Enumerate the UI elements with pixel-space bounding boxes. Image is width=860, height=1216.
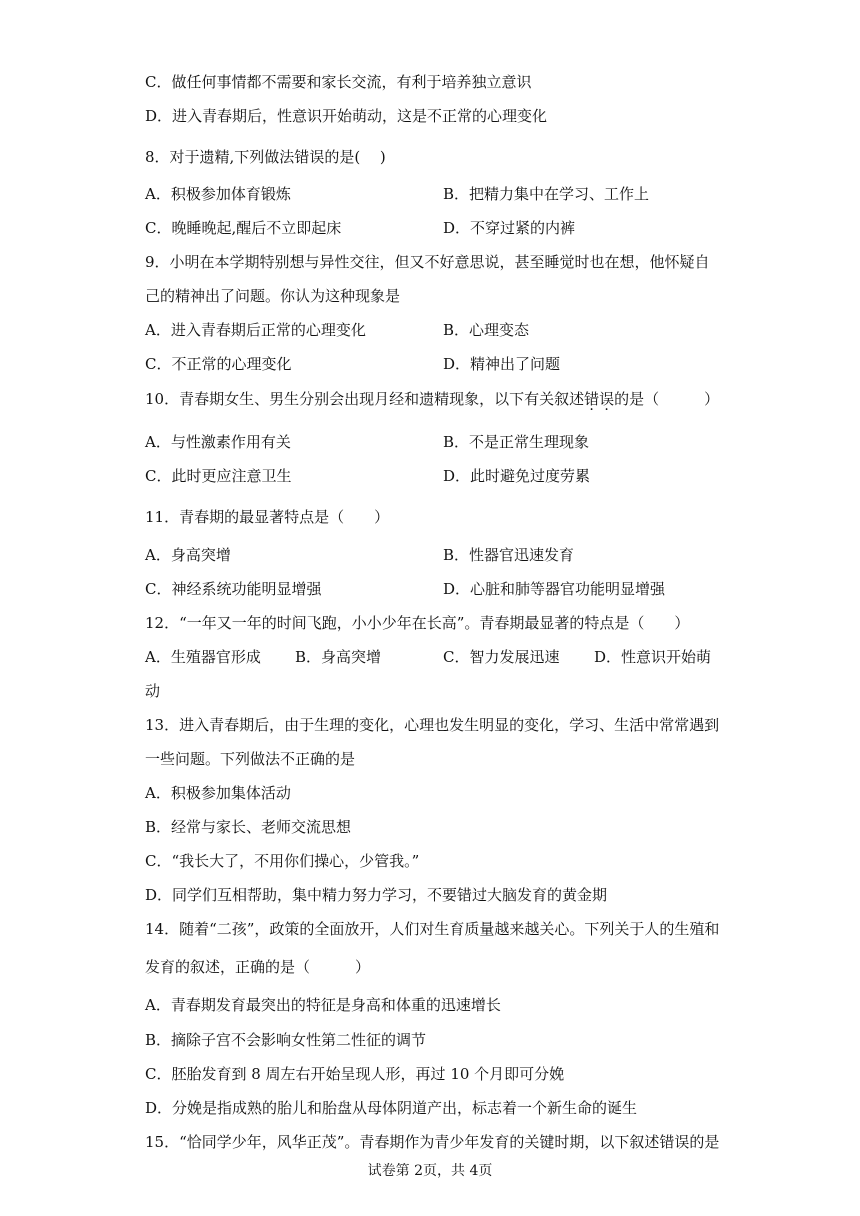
q7-option-c: C．做任何事情都不需要和家长交流，有利于培养独立意识 — [145, 73, 532, 91]
q9-option-b: B．心理变态 — [443, 321, 530, 339]
q8-option-d: D．不穿过紧的内裤 — [443, 219, 576, 237]
q12-option-c: C．智力发展迅速 — [443, 648, 560, 666]
q14-stem-line2: 发育的叙述，正确的是（ ） — [145, 958, 371, 976]
q14-option-d: D．分娩是指成熟的胎儿和胎盘从母体阴道产出，标志着一个新生命的诞生 — [145, 1099, 638, 1117]
q12-option-d: D．性意识开始萌 — [594, 648, 712, 666]
q10-emphasis-2: 误 — [599, 390, 615, 408]
q10-emphasis-1: 错 — [584, 390, 600, 408]
q10-option-b: B．不是正常生理现象 — [443, 433, 590, 451]
q13-option-a: A．积极参加集体活动 — [145, 784, 291, 802]
q10-option-d: D．此时避免过度劳累 — [443, 467, 591, 485]
q12-option-b: B．身高突增 — [295, 648, 382, 666]
q13-stem-line2: 一些问题。下列做法不正确的是 — [145, 750, 356, 768]
q9-stem-line2: 己的精神出了问题。你认为这种现象是 — [145, 287, 401, 305]
q11-option-b: B．性器官迅速发育 — [443, 546, 575, 564]
q10-stem-pre: 10．青春期女生、男生分别会出现月经和遗精现象，以下有关叙述 — [145, 390, 585, 408]
q13-option-b: B．经常与家长、老师交流思想 — [145, 818, 352, 836]
q12-option-d-continued: 动 — [145, 682, 161, 700]
q9-option-a: A．进入青春期后正常的心理变化 — [145, 321, 366, 339]
q11-stem: 11．青春期的最显著特点是（ ） — [145, 508, 390, 526]
q14-stem-line1: 14．随着“二孩”，政策的全面放开，人们对生育质量越来越关心。下列关于人的生殖和 — [145, 920, 720, 938]
q10-option-a: A．与性激素作用有关 — [145, 433, 291, 451]
q14-option-b: B．摘除子宫不会影响女性第二性征的调节 — [145, 1031, 427, 1049]
q7-option-d: D．进入青春期后，性意识开始萌动，这是不正常的心理变化 — [145, 107, 548, 125]
q10-option-c: C．此时更应注意卫生 — [145, 467, 292, 485]
q8-stem: 8．对于遗精,下列做法错误的是( ) — [145, 148, 386, 166]
q10-stem — [145, 389, 719, 409]
q9-stem-line1: 9．小明在本学期特别想与异性交往，但又不好意思说，甚至睡觉时也在想，他怀疑自 — [145, 253, 710, 271]
q8-option-a: A．积极参加体育锻炼 — [145, 185, 291, 203]
q8-option-b: B．把精力集中在学习、工作上 — [443, 185, 650, 203]
q14-option-c: C．胚胎发育到 8 周左右开始呈现人形，再过 10 个月即可分娩 — [145, 1065, 565, 1083]
q11-option-d: D．心脏和肺等器官功能明显增强 — [443, 580, 666, 598]
q12-stem: 12．“一年又一年的时间飞跑，小小少年在长高”。青春期最显著的特点是（ ） — [145, 614, 690, 632]
page-footer: 试卷第 2页，共 4页 — [367, 1163, 493, 1179]
q13-option-c: C．“我长大了，不用你们操心，少管我。” — [145, 852, 420, 870]
q8-option-c: C．晚睡晚起,醒后不立即起床 — [145, 219, 342, 237]
q11-option-c: C．神经系统功能明显增强 — [145, 580, 322, 598]
q14-option-a: A．青春期发育最突出的特征是身高和体重的迅速增长 — [145, 996, 501, 1014]
q11-option-a: A．身高突增 — [145, 546, 231, 564]
q13-stem-line1: 13．进入青春期后，由于生理的变化，心理也发生明显的变化，学习、生活中常常遇到 — [145, 716, 720, 734]
q9-option-d: D．精神出了问题 — [443, 355, 561, 373]
q15-stem-line1: 15．“恰同学少年，风华正茂”。青春期作为青少年发育的关键时期，以下叙述错误的是 — [145, 1133, 720, 1151]
q10-stem-post: 的是（ ） — [614, 390, 720, 408]
q9-option-c: C．不正常的心理变化 — [145, 355, 292, 373]
q12-option-a: A．生殖器官形成 — [145, 648, 261, 666]
q13-option-d: D．同学们互相帮助，集中精力努力学习，不要错过大脑发育的黄金期 — [145, 886, 608, 904]
